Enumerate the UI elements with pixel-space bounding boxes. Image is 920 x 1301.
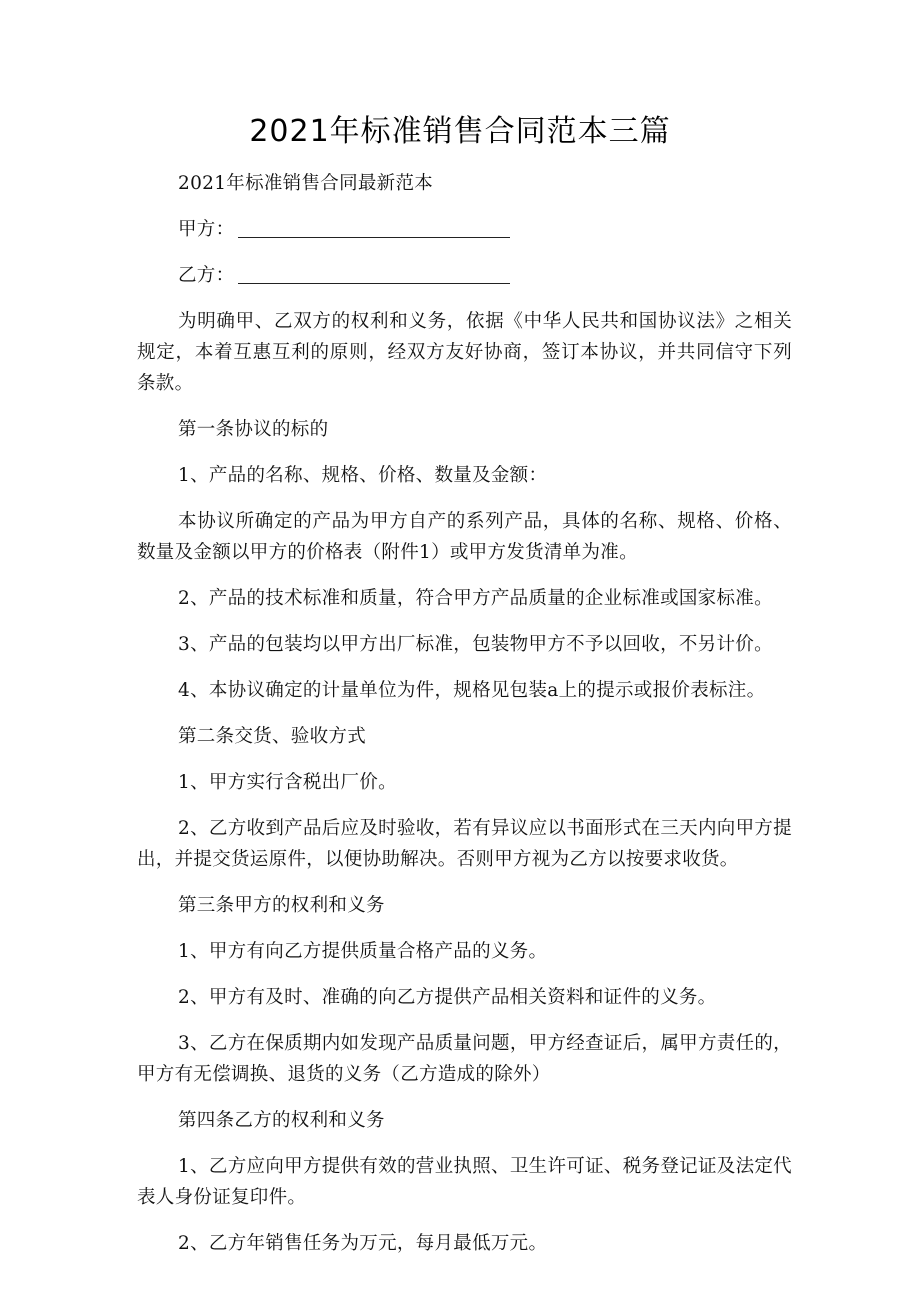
article-1-item-3: 3、产品的包装均以甲方出厂标准，包装物甲方不予以回收，不另计价。 [178, 634, 773, 655]
article-1-item-1: 1、产品的名称、规格、价格、数量及金额： [178, 465, 548, 486]
article-1-heading: 第一条协议的标的 [178, 419, 329, 440]
party-b-label: 乙方： [178, 265, 235, 286]
article-3-item-1: 1、甲方有向乙方提供质量合格产品的义务。 [178, 941, 548, 962]
article-3-heading: 第三条甲方的权利和义务 [178, 895, 385, 916]
intro-paragraph: 为明确甲、乙双方的权利和义务，依据《中华人民共和国协议法》之相关规定，本着互惠互利的原则，经双方友好协商，签订本协议，并共同信守下列条款。 [137, 311, 792, 394]
party-a-label: 甲方： [178, 219, 235, 240]
article-4-item-2: 2、乙方年销售任务为万元，每月最低万元。 [178, 1233, 548, 1254]
article-3-item-3: 3、乙方在保质期内如发现产品质量问题，甲方经查证后，属甲方责任的，甲方有无偿调换、退货的义务（乙方造成的除外） [137, 1033, 792, 1085]
party-a-field [137, 214, 792, 245]
document-subtitle: 2021年标准销售合同最新范本 [178, 173, 434, 194]
article-1-item-4: 4、本协议确定的计量单位为件，规格见包装a上的提示或报价表标注。 [178, 680, 766, 701]
article-2-item-1: 1、甲方实行含税出厂价。 [178, 772, 397, 793]
article-2-item-2: 2、乙方收到产品后应及时验收，若有异议应以书面形式在三天内向甲方提出，并提交货运原件，以便协助解决。否则甲方视为乙方以按要求收货。 [137, 818, 792, 870]
party-b-blank-line [238, 263, 510, 284]
article-4-heading: 第四条乙方的权利和义务 [178, 1110, 385, 1131]
article-1-item-1-detail: 本协议所确定的产品为甲方自产的系列产品，具体的名称、规格、价格、数量及金额以甲方的价格表（附件1）或甲方发货清单为准。 [137, 511, 792, 563]
article-2-heading: 第二条交货、验收方式 [178, 726, 367, 747]
article-4-item-1: 1、乙方应向甲方提供有效的营业执照、卫生许可证、税务登记证及法定代表人身份证复印件。 [137, 1156, 792, 1208]
document-body [137, 168, 792, 1274]
article-3-item-2: 2、甲方有及时、准确的向乙方提供产品相关资料和证件的义务。 [178, 987, 717, 1008]
party-b-field [137, 260, 792, 291]
article-1-item-2: 2、产品的技术标准和质量，符合甲方产品质量的企业标准或国家标准。 [178, 588, 773, 609]
document-title: 2021年标准销售合同范本三篇 [249, 114, 671, 149]
party-a-blank-line [238, 217, 510, 238]
